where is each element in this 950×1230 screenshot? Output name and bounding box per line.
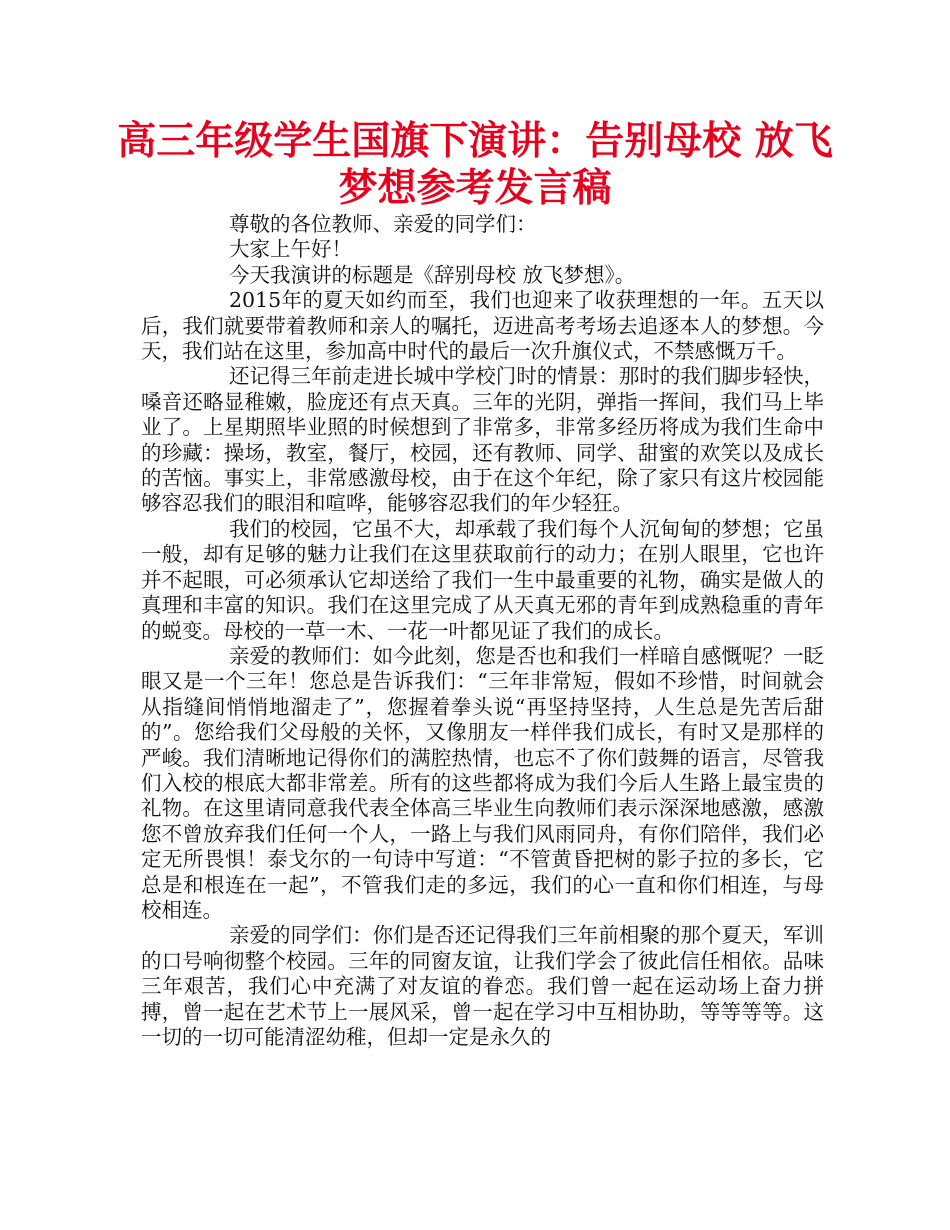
paragraph: 亲爱的教师们：如今此刻，您是否也和我们一样暗自感慨呢？一眨眼又是一个三年！您总是告诉我们：“三年非常短，假如不珍惜，时间就会从指缝间悄悄地溜走了”，您握着拳头说“再坚持坚持，人生总是先苦后甜的”。您给我们父母般的关怀，又像朋友一样伴我们成长，有时又是那样的严峻。我们清晰地记得你们的满腔热情，也忘不了你们鼓舞的语言，尽管我们入校的根底大都非常差。所有的这些都将成为我们今后人生路上最宝贵的礼物。在这里请同意我代表全体高三毕业生向教师们表示深深地感激，感激您不曾放弃我们任何一个人，一路上与我们风雨同舟，有你们陪伴，我们必定无所畏惧！泰戈尔的一句诗中写道：“不管黄昏把树的影子拉的多长，它总是和根连在一起”，不管我们走的多远，我们的心一直和你们相连，与母校相连。 <box>141 643 824 922</box>
title-line-2: 梦想参考发言稿 <box>338 166 612 211</box>
paragraph: 2015年的夏天如约而至，我们也迎来了收获理想的一年。五天以后，我们就要带着教师和亲人的嘱托，迈进高考考场去追逐本人的梦想。今天，我们站在这里，参加高中时代的最后一次升旗仪式，不禁感慨万千。 <box>141 288 824 364</box>
paragraph-topic: 今天我演讲的标题是《辞别母校 放飞梦想》。 <box>229 262 636 287</box>
title-line-1: 高三年级学生国旗下演讲：告别母校 放飞 <box>117 119 833 164</box>
paragraph-salutation: 尊敬的各位教师、亲爱的同学们： <box>229 212 537 236</box>
document-title <box>100 118 850 212</box>
document-body <box>141 212 824 1050</box>
paragraph: 亲爱的同学们：你们是否还记得我们三年前相聚的那个夏天，军训的口号响彻整个校园。三年的同窗友谊，让我们学会了彼此信任相依。品味三年艰苦，我们心中充满了对友谊的眷恋。我们曾一起在运动场上奋力拼搏，曾一起在艺术节上一展风采，曾一起在学习中互相协助，等等等等。这一切的一切可能清涩幼稚，但却一定是永久的 <box>141 923 824 1049</box>
paragraph-greeting: 大家上午好！ <box>229 237 352 262</box>
paragraph: 还记得三年前走进长城中学校门时的情景：那时的我们脚步轻快，嗓音还略显稚嫩，脸庞还有点天真。三年的光阴，弹指一挥间，我们马上毕业了。上星期照毕业照的时候想到了非常多，非常多经历将成为我们生命中的珍藏：操场，教室，餐厅，校园，还有教师、同学、甜蜜的欢笑以及成长的苦恼。事实上，非常感激母校，由于在这个年纪，除了家只有这片校园能够容忍我们的眼泪和喧哗，能够容忍我们的年少轻狂。 <box>141 364 824 516</box>
paragraph: 我们的校园，它虽不大，却承载了我们每个人沉甸甸的梦想；它虽一般，却有足够的魅力让我们在这里获取前行的动力；在别人眼里，它也许并不起眼，可必须承认它却送给了我们一生中最重要的礼物，确实是做人的真理和丰富的知识。我们在这里完成了从天真无邪的青年到成熟稳重的青年的蜕变。母校的一草一木、一花一叶都见证了我们的成长。 <box>141 516 824 643</box>
